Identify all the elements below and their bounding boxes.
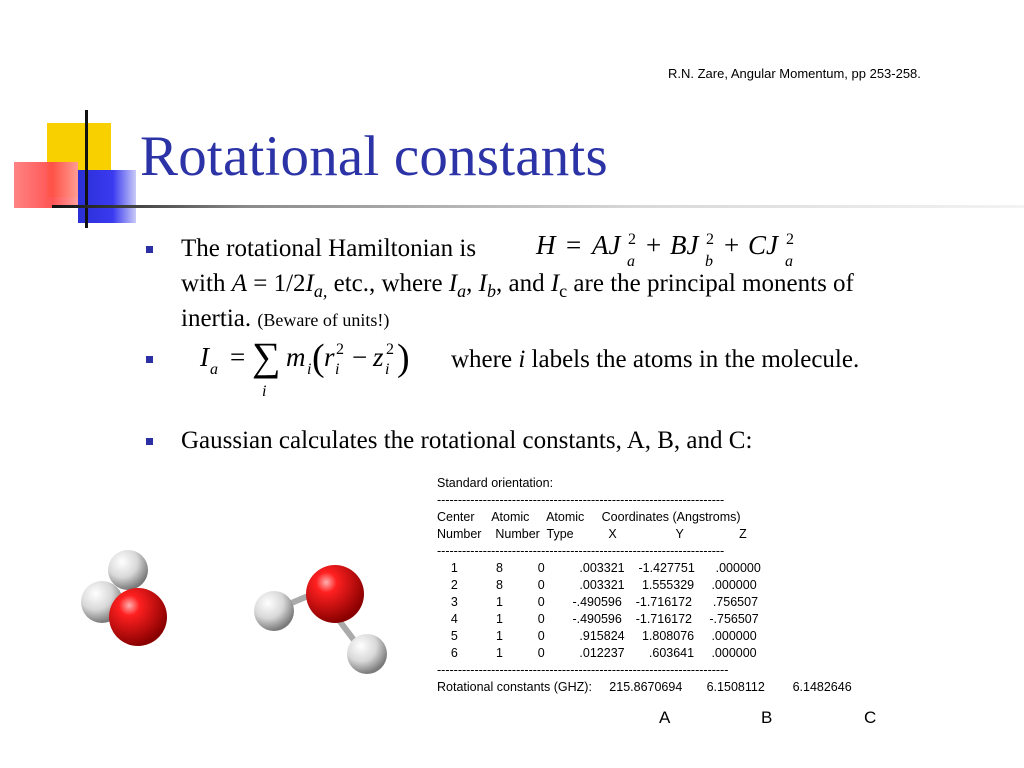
bullet1-line2: [181, 268, 854, 307]
beware-note: (Beware of units!): [257, 310, 390, 330]
constant-label-c: C: [864, 708, 877, 727]
logo-vertical-line: [85, 110, 88, 228]
rotational-constants-line: [437, 679, 852, 696]
water-molecule-left: [81, 550, 167, 646]
title-underline: [52, 205, 1024, 208]
bullet1-line1: The rotational Hamiltonian is: [181, 235, 477, 262]
svg-text:i: i: [335, 361, 340, 378]
logo-red-square: [14, 162, 78, 208]
text-mid: etc., where: [327, 270, 449, 297]
svg-text:m: m: [286, 342, 306, 372]
output-separator-end: ----------------------------------------------------------------------: [437, 663, 729, 677]
var-Ia: I: [448, 270, 458, 297]
svg-text:BJ: BJ: [670, 230, 699, 260]
svg-text:+: +: [724, 230, 740, 260]
var-A: A: [231, 270, 247, 297]
svg-text:(: (: [312, 337, 325, 379]
svg-text:=: =: [566, 230, 582, 260]
svg-text:2: 2: [628, 231, 636, 248]
svg-text:−: −: [352, 342, 368, 372]
output-row: 1 8 0 .003321 -1.427751 .000000: [437, 561, 761, 575]
svg-text:a: a: [210, 361, 218, 378]
rot-value-b: 6.1508112: [706, 680, 765, 694]
citation: R.N. Zare, Angular Momentum, pp 253-258.: [668, 66, 921, 81]
text-eq: = 1/2: [246, 270, 306, 297]
rot-label: Rotational constants (GHZ):: [437, 680, 592, 694]
water-molecule-right: [254, 565, 387, 674]
svg-text:a: a: [627, 253, 635, 270]
svg-text:): ): [397, 337, 410, 379]
text-with: with: [181, 270, 232, 297]
output-row: 2 8 0 .003321 1.555329 .000000: [437, 578, 757, 592]
oxygen-atom: [109, 588, 167, 646]
output-heading: Standard orientation:: [437, 476, 554, 490]
bullet2-text: [451, 344, 859, 376]
svg-text:2: 2: [706, 231, 714, 248]
bullet-marker: [146, 438, 153, 445]
text-inertia: inertia.: [181, 305, 258, 332]
var-I: I: [305, 270, 314, 297]
output-row: 6 1 0 .012237 .603641 .000000: [437, 646, 757, 660]
svg-text:H: H: [536, 230, 556, 260]
hydrogen-atom: [108, 550, 148, 590]
svg-text:I: I: [200, 342, 209, 372]
text-end: are the principal monents of: [567, 270, 854, 297]
svg-text:+: +: [646, 230, 662, 260]
hydrogen-atom: [254, 591, 294, 631]
svg-text:CJ: CJ: [748, 230, 778, 260]
output-row: 3 1 0 -.490596 -1.716172 .756507: [437, 595, 759, 609]
svg-text:i: i: [262, 383, 267, 400]
text-comma: ,: [466, 270, 479, 297]
moment-of-inertia-equation: [196, 332, 426, 404]
oxygen-atom: [306, 565, 364, 623]
constant-label-a: A: [659, 708, 671, 727]
svg-text:b: b: [705, 253, 713, 270]
output-separator: ---------------------------------------------------------------------: [437, 493, 725, 507]
svg-text:a: a: [785, 253, 793, 270]
output-row: 4 1 0 -.490596 -1.716172 -.756507: [437, 612, 759, 626]
svg-text:∑: ∑: [252, 334, 281, 379]
svg-text:2: 2: [386, 341, 394, 358]
svg-text:i: i: [385, 361, 390, 378]
gaussian-output: [437, 475, 852, 696]
text-and: , and: [495, 270, 551, 297]
slide-title: Rotational constants: [140, 125, 608, 188]
sub-c: c: [559, 281, 568, 301]
bullet-marker: [146, 356, 153, 363]
svg-text:2: 2: [786, 231, 794, 248]
svg-text:2: 2: [336, 341, 344, 358]
hamiltonian-equation: [530, 226, 810, 272]
sub-a: a,: [313, 281, 328, 301]
bullet-marker: [146, 246, 153, 253]
bullet3-text: Gaussian calculates the rotational constants, A, B, and C:: [181, 427, 753, 454]
var-Ic: I: [550, 270, 560, 297]
output-row: 5 1 0 .915824 1.808076 .000000: [437, 629, 757, 643]
svg-text:AJ: AJ: [592, 230, 621, 260]
var-i: i: [518, 346, 526, 373]
water-molecule-images: [70, 540, 410, 680]
svg-text:r: r: [324, 342, 335, 372]
var-Ib: I: [478, 270, 487, 297]
output-col-header-1: Center Atomic Atomic Coordinates (Angstroms): [437, 510, 741, 524]
rot-value-c: 6.1482646: [792, 680, 852, 694]
constant-label-b: B: [761, 708, 773, 727]
rot-value-a: 215.8670694: [609, 680, 683, 694]
svg-text:z: z: [373, 342, 384, 372]
sub-a: a: [457, 281, 467, 301]
svg-text:i: i: [307, 361, 312, 378]
text-labels-atoms: labels the atoms in the molecule.: [525, 346, 860, 373]
hydrogen-atom: [347, 634, 387, 674]
svg-text:=: =: [230, 342, 246, 372]
sub-b: b: [486, 281, 496, 301]
output-separator: ---------------------------------------------------------------------: [437, 544, 725, 558]
text-where: where: [451, 346, 519, 373]
output-col-header-2: Number Number Type X Y Z: [437, 527, 747, 541]
